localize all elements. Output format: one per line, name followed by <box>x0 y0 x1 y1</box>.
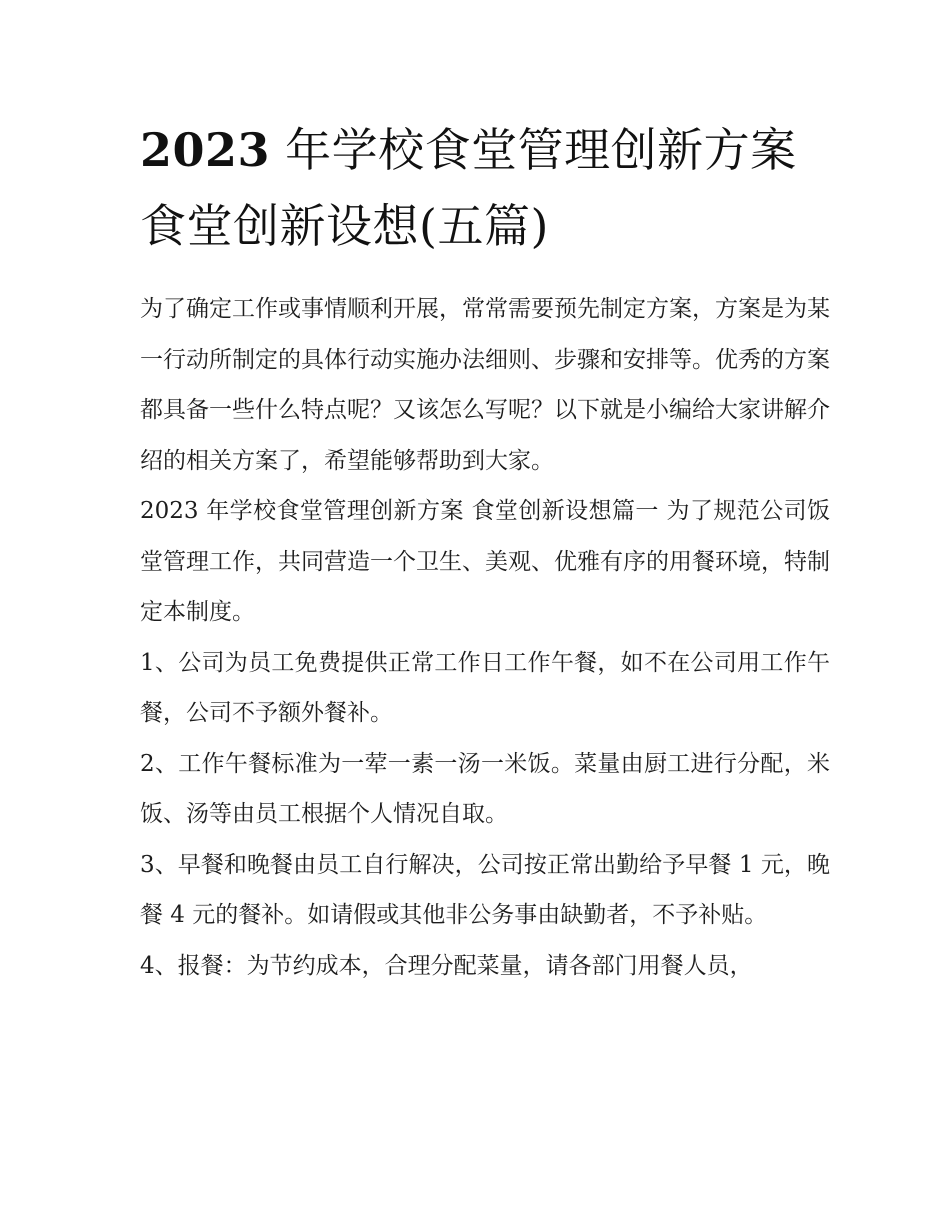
section-one-paragraph: 2023 年学校食堂管理创新方案 食堂创新设想篇一 为了规范公司饭堂管理工作，共同营造一个卫生、美观、优雅有序的用餐环境，特制定本制度。 <box>140 498 830 625</box>
title-year: 2023 <box>140 123 271 177</box>
document-title <box>140 112 830 264</box>
rule-item-2: 2、工作午餐标准为一荤一素一汤一米饭。菜量由厨工进行分配，米饭、汤等由员工根据个人情况自取。 <box>140 750 830 827</box>
intro-paragraph: 为了确定工作或事情顺利开展，常常需要预先制定方案，方案是为某一行动所制定的具体行动实施办法细则、步骤和安排等。优秀的方案都具备一些什么特点呢？又该怎么写呢？以下就是小编给大家讲解介绍的相关方案了，希望能够帮助到大家。 <box>140 296 830 474</box>
title-line-1: 2023 年学校食堂管理创新方案 <box>140 123 797 177</box>
title-line-2: 食堂创新设想(五篇) <box>140 199 549 253</box>
rule-item-1: 1、公司为员工免费提供正常工作日工作午餐，如不在公司用工作午餐，公司不予额外餐补。 <box>140 649 830 726</box>
document-content <box>140 112 830 991</box>
rule-item-4: 4、报餐：为节约成本，合理分配菜量，请各部门用餐人员， <box>140 952 753 979</box>
rule-item-3: 3、早餐和晚餐由员工自行解决，公司按正常出勤给予早餐 1 元，晚餐 4 元的餐补。如请假或其他非公务事由缺勤者，不予补贴。 <box>140 851 830 928</box>
